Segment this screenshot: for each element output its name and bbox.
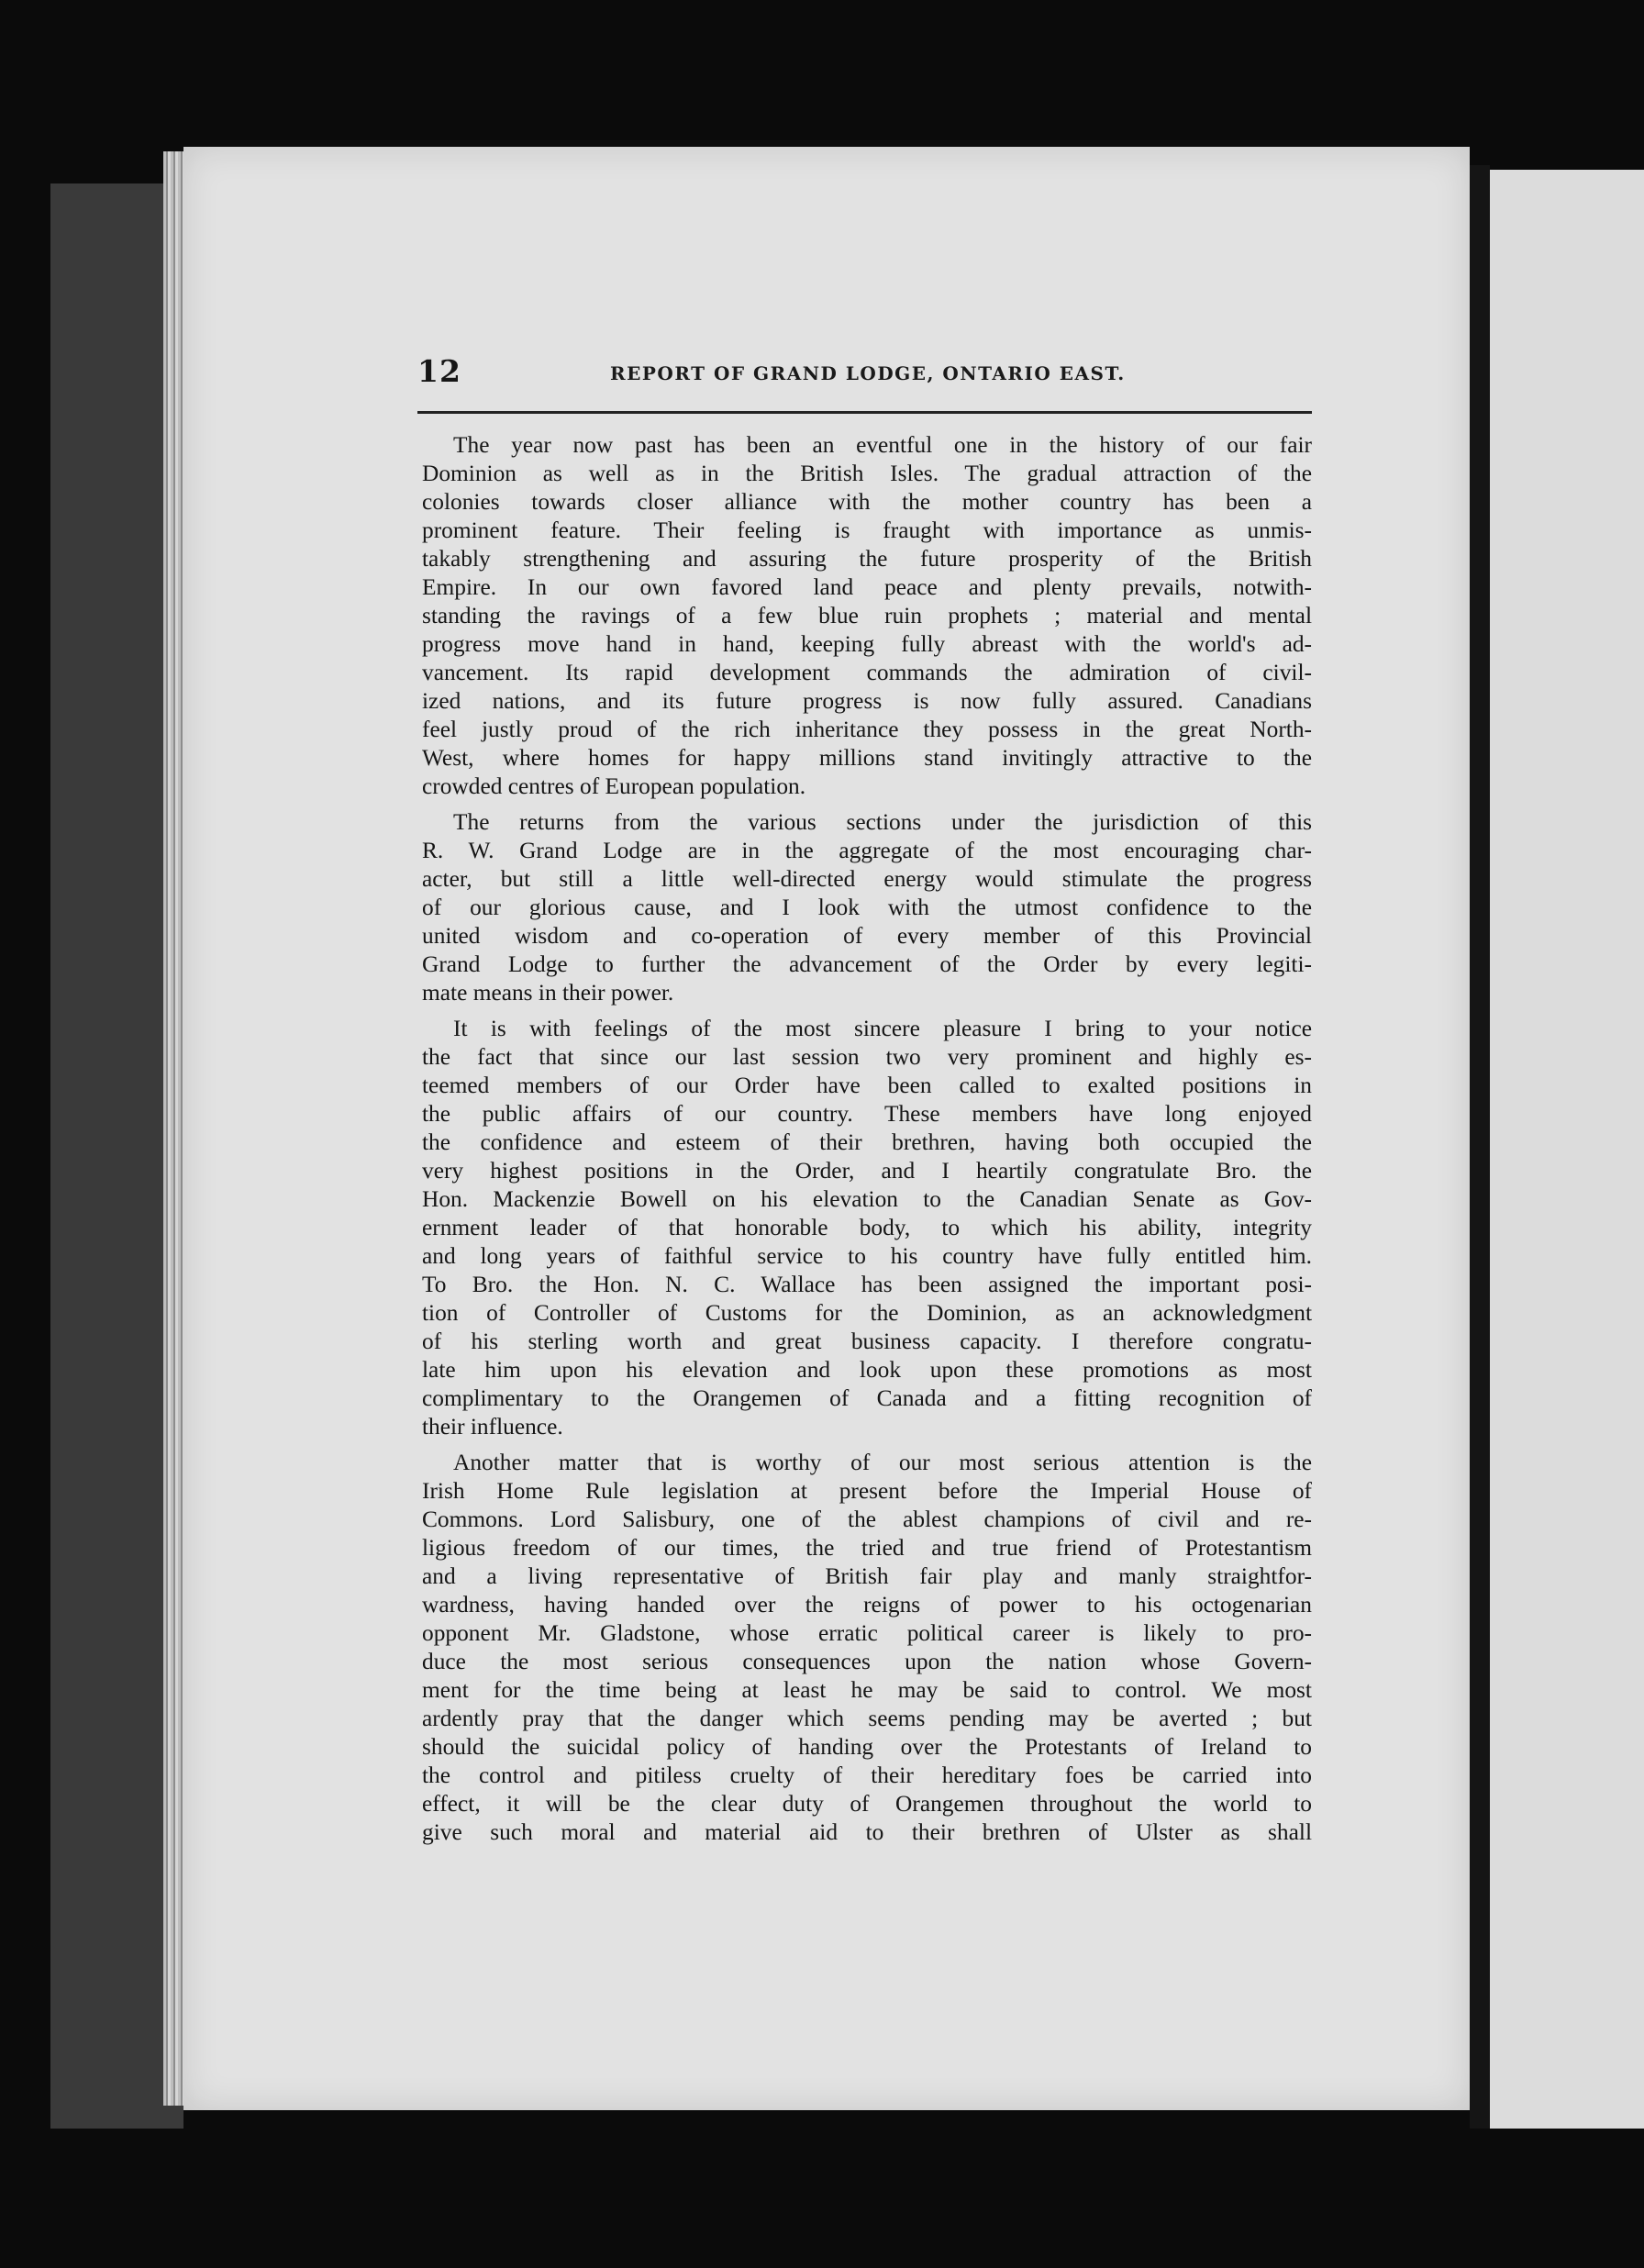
text-line: R. W. Grand Lodge are in the aggregate of the most encouraging char- <box>422 838 1312 863</box>
text-line: Grand Lodge to further the advancement of the Order by every legiti- <box>422 951 1312 977</box>
text-line: To Bro. the Hon. N. C. Wallace has been assigned the important posi- <box>422 1272 1312 1297</box>
text-line: ized nations, and its future progress is now fully assured. Canadians <box>422 688 1312 714</box>
text-line: Another matter that is worthy of our most serious attention is the <box>453 1450 1312 1475</box>
text-line: crowded centres of European population. <box>422 773 806 799</box>
text-line: progress move hand in hand, keeping fully abreast with the world's ad- <box>422 631 1312 657</box>
paragraph <box>422 431 1312 801</box>
header-rule <box>417 411 1312 414</box>
text-line: teemed members of our Order have been called to exalted positions in <box>422 1073 1312 1098</box>
text-line: mate means in their power. <box>422 980 674 1006</box>
text-line: united wisdom and co-operation of every member of this Provincial <box>422 923 1312 949</box>
text-line: takably strengthening and assuring the future prosperity of the British <box>422 546 1312 572</box>
page-number: 12 <box>417 353 461 389</box>
text-line: late him upon his elevation and look upon these promotions as most <box>422 1357 1312 1383</box>
text-line: the control and pitiless cruelty of their hereditary foes be carried into <box>422 1762 1312 1788</box>
running-head: REPORT OF GRAND LODGE, ONTARIO EAST. <box>610 362 1126 384</box>
text-line: Empire. In our own favored land peace and plenty prevails, notwith- <box>422 574 1312 600</box>
text-line: the fact that since our last session two very prominent and highly es- <box>422 1044 1312 1070</box>
text-line: Commons. Lord Salisbury, one of the ablest champions of civil and re- <box>422 1506 1312 1532</box>
text-line: ardently pray that the danger which seems pending may be averted ; but <box>422 1706 1312 1731</box>
text-line: acter, but still a little well-directed energy would stimulate the progress <box>422 866 1312 892</box>
text-line: prominent feature. Their feeling is fraught with importance as unmis- <box>422 517 1312 543</box>
book-gutter <box>1470 165 1490 2129</box>
text-line: feel justly proud of the rich inheritance they possess in the great North- <box>422 717 1312 742</box>
text-line: The returns from the various sections under the jurisdiction of this <box>453 809 1312 835</box>
text-line: and a living representative of British fair play and manly straightfor- <box>422 1563 1312 1589</box>
text-line: wardness, having handed over the reigns of power to his octogenarian <box>422 1592 1312 1618</box>
facing-page <box>1490 170 1644 2129</box>
text-line: Dominion as well as in the British Isles. The gradual attraction of the <box>422 461 1312 486</box>
text-line: should the suicidal policy of handing over the Protestants of Ireland to <box>422 1734 1312 1760</box>
text-line: of our glorious cause, and I look with the utmost confidence to the <box>422 895 1312 920</box>
text-line: ment for the time being at least he may be said to control. We most <box>422 1677 1312 1703</box>
text-line: It is with feelings of the most sincere pleasure I bring to your notice <box>453 1016 1312 1041</box>
text-line: the public affairs of our country. These members have long enjoyed <box>422 1101 1312 1127</box>
text-line: ligious freedom of our times, the tried and true friend of Protestantism <box>422 1535 1312 1561</box>
text-line: of his sterling worth and great business capacity. I therefore congratu- <box>422 1329 1312 1354</box>
text-line: their influence. <box>422 1414 563 1440</box>
text-line: very highest positions in the Order, and I heartily congratulate Bro. the <box>422 1158 1312 1184</box>
paragraph <box>422 1015 1312 1441</box>
paragraph <box>422 1449 1312 1847</box>
text-line: complimentary to the Orangemen of Canada and a fitting recognition of <box>422 1385 1312 1411</box>
text-line: colonies towards closer alliance with the mother country has been a <box>422 489 1312 515</box>
text-line: the confidence and esteem of their brethren, having both occupied the <box>422 1129 1312 1155</box>
text-line: The year now past has been an eventful one in the history of our fair <box>453 432 1312 458</box>
text-line: effect, it will be the clear duty of Orangemen throughout the world to <box>422 1791 1312 1817</box>
text-line: West, where homes for happy millions stand invitingly attractive to the <box>422 745 1312 771</box>
text-line: standing the ravings of a few blue ruin prophets ; material and mental <box>422 603 1312 628</box>
page-header <box>417 353 1312 399</box>
paragraph <box>422 808 1312 1007</box>
text-line: tion of Controller of Customs for the Dominion, as an acknowledgment <box>422 1300 1312 1326</box>
text-line: give such moral and material aid to their brethren of Ulster as shall <box>422 1819 1312 1845</box>
text-line: vancement. Its rapid development commands the admiration of civil- <box>422 660 1312 685</box>
text-line: ernment leader of that honorable body, to which his ability, integrity <box>422 1215 1312 1240</box>
text-line: duce the most serious consequences upon the nation whose Govern- <box>422 1649 1312 1674</box>
text-line: and long years of faithful service to his country have fully entitled him. <box>422 1243 1312 1269</box>
body-text <box>422 431 1312 1854</box>
text-line: opponent Mr. Gladstone, whose erratic political career is likely to pro- <box>422 1620 1312 1646</box>
text-line: Hon. Mackenzie Bowell on his elevation to the Canadian Senate as Gov- <box>422 1186 1312 1212</box>
text-line: Irish Home Rule legislation at present before the Imperial House of <box>422 1478 1312 1504</box>
